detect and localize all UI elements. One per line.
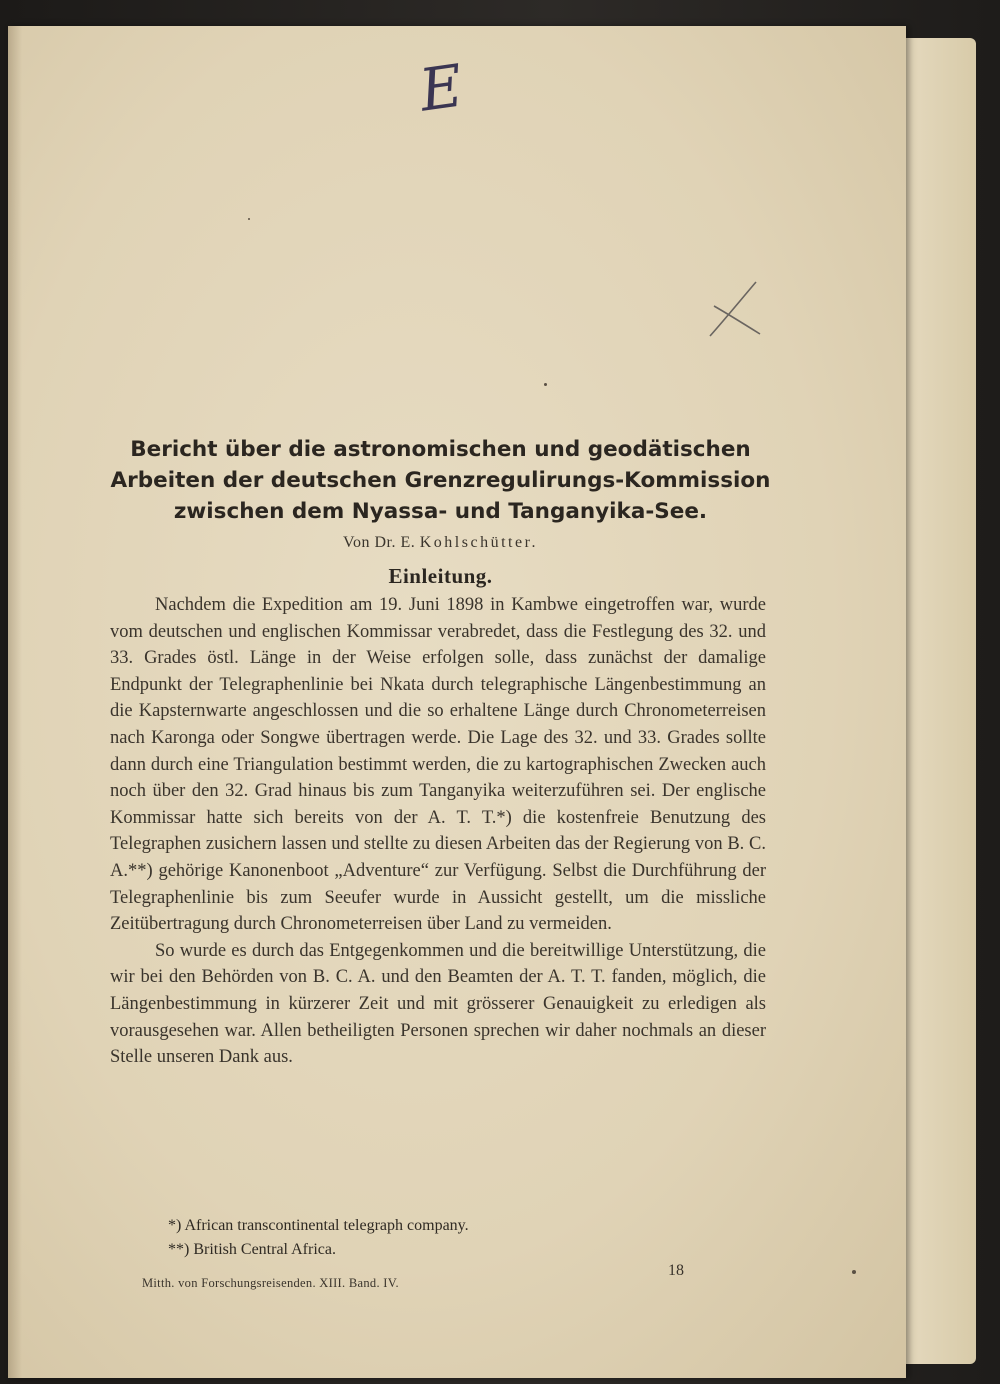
pencil-x-mark (706, 278, 766, 340)
handwritten-letter: E (415, 51, 467, 125)
footnotes (168, 1214, 668, 1262)
section-heading: Einleitung. (388, 564, 493, 588)
title-line: Bericht über die astronomischen und geodätischen (130, 437, 751, 462)
paragraph: So wurde es durch das Entgegenkommen und die bereitwillige Unterstützung, die wir bei den Behörden von B. C. A. und den Beamten der A. T. T. fanden, möglich, die Längenbestimmung in kürzerer Zeit und mit grösserer Genauigkeit zu erledigen als vorausgesehen war. Allen betheiligten Personen sprechen wir daher nochmals an dieser Stelle unseren Dank aus. (110, 940, 766, 1068)
article-title (8, 434, 873, 527)
speck-mark (544, 383, 547, 386)
author-name: Kohlschütter. (419, 534, 539, 551)
page-number: 18 (668, 1262, 684, 1279)
body-text (110, 592, 766, 1071)
journal-reference: Mitth. von Forschungsreisenden. XIII. Band. IV. (142, 1276, 399, 1290)
speck-mark (248, 218, 250, 220)
title-line: Arbeiten der deutschen Grenzregulirungs-Kommission (110, 468, 771, 493)
document-page (8, 26, 906, 1378)
paragraph: Nachdem die Expedition am 19. Juni 1898 in Kambwe eingetroffen war, wurde vom deutschen und englischen Kommissar verabredet, dass die Festlegung des 32. und 33. Grades östl. Länge in der Weise erfolgen solle, dass zunächst der damalige Endpunkt der Telegraphenlinie bei Nkata durch telegraphische Längenbestimmung an die Kapsternwarte angeschlossen und die so erhaltene Länge durch Chronometerreisen nach Karonga oder Songwe übertragen werde. Die Lage des 32. und 33. Grades sollte dann durch eine Triangulation bestimmt werden, die zu kartographischen Zwecken auch noch über den 32. Grad hinaus bis zum Tanganyika weiterzuführen sei. Der englische Kommissar hatte sich bereits von der A. T. T.*) die kostenfreie Benutzung des Telegraphen zusichern lassen und stellte zu diesen Arbeiten das der Regierung von B. C. A.**) gehörige Kanonenboot „Adventure“ zur Verfügung. Selbst die Durchführung der Telegraphenlinie bis zum Seeufer wurde in Aussicht gestellt, um die missliche Zeitübertragung durch Chronometerreisen über Land zu vermeiden. (110, 595, 766, 935)
footnote: *) African transcontinental telegraph company. (168, 1217, 469, 1234)
footnote: **) British Central Africa. (168, 1241, 336, 1258)
speck-mark (852, 1270, 856, 1274)
byline-prefix: Von Dr. E. (342, 534, 416, 551)
author-byline (8, 534, 873, 552)
title-line: zwischen dem Nyassa- und Tanganyika-See. (173, 499, 708, 524)
